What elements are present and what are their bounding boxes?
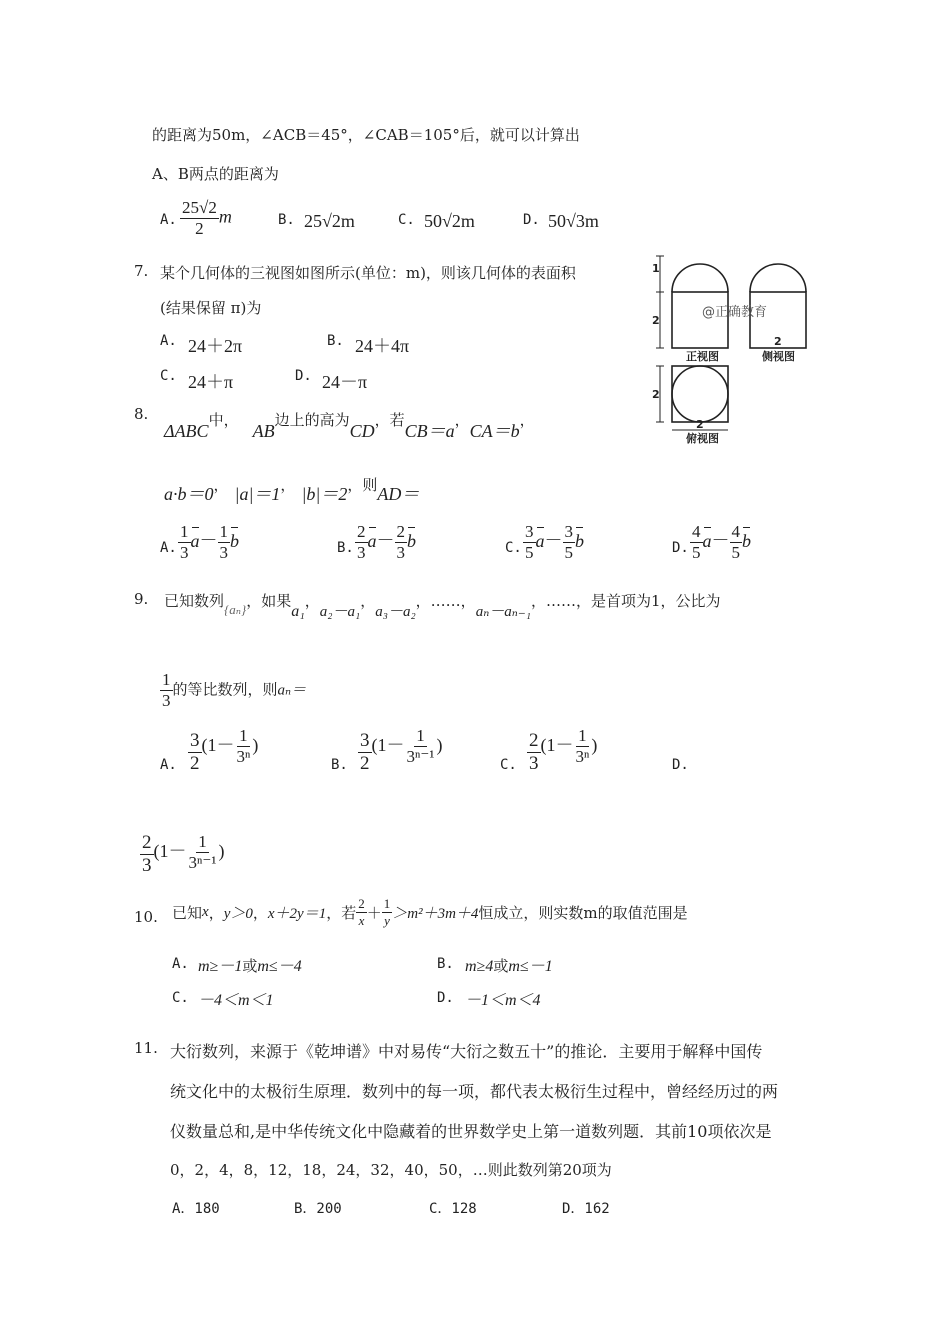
side-view-label: 侧视图 [762,350,795,363]
vector-a: a [702,530,712,551]
q9-a3-a2: a₃－a₂ [375,604,416,620]
q7-option-c-label: C. [160,368,177,384]
q9-an-an1: aₙ－aₙ₋₁ [475,604,531,620]
q9-line1 [164,590,721,620]
q9-option-d-label: D. [672,757,689,773]
q10-constraint: x＋2y＝1 [267,906,327,922]
q10-option-d: －1＜m＜4 [465,992,541,1009]
q9-number: 9. [134,590,149,608]
frac-num: 4 [731,522,740,541]
q6-a-numerator: 25√2 [182,198,217,217]
vector-a: a [535,530,545,551]
q10-option-c-label: C. [172,990,189,1006]
watermark-text: @正确教育 [702,305,768,320]
minus: － [711,530,730,551]
q10-inequality: ＞m²＋3m＋4 [392,906,479,922]
frac-den: 3 [142,855,152,876]
q10-a-part2: m≤－4 [257,958,302,975]
paren-close: ) [252,734,259,755]
q10-t12: 恒成立，则实数m的取值范围是 [478,904,688,922]
q10-frac1-num: 2 [358,896,365,911]
frac-den: 3 [219,543,228,562]
q7-option-a: 24＋2π [188,336,243,356]
dimension-lines [656,256,806,430]
q9-t5: ， [304,592,320,610]
paren-close: ) [218,840,225,861]
q8-t6: ，若 [374,411,405,429]
q9-t7: ， [360,592,376,610]
paren-close: ) [591,734,598,755]
q6-option-a-label: A. [160,212,177,228]
front-view-label: 正视图 [686,350,719,363]
q7-option-b-label: B. [327,333,344,349]
q6-line1: 的距离为50m，∠ACB＝45°，∠CAB＝105°后，就可以计算出 [152,126,580,144]
frac-den: 5 [731,543,740,562]
q10-plus: ＋ [366,906,382,922]
q9-option-b-label: B. [331,757,348,773]
q10-frac2-num: 1 [383,896,391,911]
q10-t1: 已知 [172,904,203,922]
q9-option-d [140,832,224,877]
q8-t10: ， [519,411,535,429]
q9-a2-a1: a₂－a₁ [319,604,361,620]
q8-ca: CA＝b [469,421,520,441]
q10-option-a-label: A. [172,956,189,972]
q10-option-b [465,953,553,976]
q7-number: 7. [134,262,149,280]
q9-sequence: {aₙ} [224,602,247,617]
q10-t3: ， [208,904,224,922]
q7-option-d: 24－π [322,372,368,392]
q6-option-b: 25√2m [304,211,355,231]
q8-option-c [523,522,584,563]
q8-option-a [178,522,239,563]
dim-label-2a: 2 [652,314,660,327]
q8-option-b [355,522,416,563]
top-view-label: 俯视图 [686,432,719,445]
frac-num: 1 [198,832,207,851]
frac-den: 3 [529,753,539,774]
q10-option-a [198,953,302,976]
q10-b-part1: m≥4 [465,958,494,975]
paren-open: (1－ [540,734,574,755]
q8-abs-a: |a|＝1 [234,484,281,504]
q11-number: 11. [134,1039,158,1057]
q7-option-b: 24＋4π [355,336,410,356]
vector-b: b [230,530,239,551]
frac-den: 3ⁿ⁻¹ [406,747,435,766]
q8-option-c-label: C. [505,540,522,556]
q10-option-d-label: D. [437,990,454,1006]
minus: － [544,530,563,551]
frac-den: 3ⁿ [575,747,590,766]
q9-t11: ，……，是首项为1，公比为 [530,592,721,610]
q6-option-d: 50√3m [548,211,599,231]
q8-option-b-label: B. [337,540,354,556]
q9-ratio-den: 3 [162,691,171,710]
q8-l2d: ， [280,476,296,494]
q8-cd: CD [349,421,375,441]
q8-l2b: ， [213,476,229,494]
frac-num: 3 [360,730,370,751]
q7-option-a-label: A. [160,333,177,349]
q8-line2 [164,470,420,504]
q6-a-unit: m [218,206,232,227]
frac-den: 3 [396,543,405,562]
frac-num: 3 [525,522,534,541]
q8-t2: 中， [208,411,239,429]
q6-option-a [180,198,232,239]
q10-line1 [172,896,688,929]
q9-ratio-num: 1 [162,670,171,689]
vector-b: b [742,530,751,551]
q9-line2 [160,670,306,711]
q11-line3: 仪数量总和,是中华传统文化中隐藏着的世界数学史上第一道数列题．其前10项依次是 [170,1122,772,1141]
q11-option-b: B．200 [294,1201,342,1217]
q10-option-c: －4＜m＜1 [198,992,274,1009]
q6-option-c-label: C. [398,212,415,228]
dim-label-2b: 2 [774,335,782,348]
frac-num: 2 [142,832,152,853]
paren-open: (1－ [371,734,405,755]
q8-option-d-label: D. [672,540,689,556]
q9-an: aₙ＝ [277,682,307,699]
vector-a: a [190,530,200,551]
frac-num: 2 [529,730,539,751]
vector-b: b [575,530,584,551]
q10-option-b-label: B. [437,956,454,972]
q8-l2f: ，则 [347,476,378,494]
frac-den: 2 [360,753,370,774]
vector-b: b [407,530,416,551]
frac-num: 2 [357,522,366,541]
q6-option-b-label: B. [278,212,295,228]
frac-den: 2 [190,753,200,774]
q9-t9: ，……， [415,592,476,610]
q8-option-d [690,522,751,563]
q11-line2: 统文化中的太极衍生原理．数列中的每一项，都代表太极衍生过程中，曾经经历过的两 [170,1082,779,1101]
q8-abs-b: |b|＝2 [301,484,348,504]
frac-den: 5 [564,543,573,562]
q9-l2-text: 的等比数列，则 [172,680,278,699]
q7-option-c: 24＋π [188,372,234,392]
q10-y-positive: y＞0 [223,906,253,922]
q10-t7: ，若 [326,904,357,922]
q10-a-or: 或 [242,957,258,975]
q7-text2: (结果保留 π)为 [160,299,262,317]
q9-option-b [358,726,443,775]
q10-t5: ， [252,904,268,922]
q8-option-a-label: A. [160,540,177,556]
q10-frac1-den: x [358,913,365,928]
top-view [672,366,728,422]
q11-option-c: C．128 [429,1201,477,1217]
q8-t8: ， [454,411,470,429]
q8-triangle: ΔABC [164,421,209,441]
frac-den: 5 [525,543,534,562]
q10-x: x [202,904,209,920]
frac-num: 4 [692,522,701,541]
frac-den: 5 [692,543,701,562]
frac-den: 3 [357,543,366,562]
q6-line2: A、B两点的距离为 [152,165,279,183]
q11-line1: 大衍数列，来源于《乾坤谱》中对易传“大衍之数五十”的推论．主要用于解释中国传 [170,1042,763,1061]
q6-option-c: 50√2m [424,211,475,231]
q9-option-a-label: A. [160,757,177,773]
q8-cb: CB＝a [404,421,455,441]
q11-option-a: A．180 [172,1201,220,1217]
q10-b-part2: m≤－1 [508,958,553,975]
dim-label-1: 1 [652,262,660,275]
q8-dot-product: a·b＝0 [164,484,214,504]
q8-ad: AD＝ [377,484,420,504]
frac-den: 3ⁿ⁻¹ [188,853,217,872]
q11-line4: 0，2，4，8，12，18，24，32，40，50，…则此数列第20项为 [170,1161,612,1179]
frac-num: 1 [578,726,587,745]
q10-a-part1: m≥－1 [198,958,243,975]
q9-a1: a₁ [291,603,305,620]
q10-frac2-den: y [384,913,390,928]
frac-num: 1 [180,522,189,541]
q6-option-d-label: D. [523,212,540,228]
dim-label-2c: 2 [652,388,660,401]
frac-num: 2 [396,522,405,541]
q9-option-c-label: C. [500,757,517,773]
q8-t4: 边上的高为 [274,411,350,429]
paren-open: (1－ [153,840,187,861]
frac-num: 3 [190,730,200,751]
q9-option-a [188,726,259,775]
q6-a-denominator: 2 [195,219,204,238]
paren-open: (1－ [201,734,235,755]
minus: － [376,530,395,551]
minus: － [199,530,218,551]
frac-num: 1 [239,726,248,745]
frac-den: 3 [180,543,189,562]
q7-three-view-figure [650,252,820,452]
frac-num: 1 [416,726,425,745]
frac-den: 3ⁿ [236,747,251,766]
paren-close: ) [436,734,443,755]
dim-label-2d: 2 [696,418,704,431]
q8-number: 8. [134,405,149,423]
q8-line1 [164,405,535,441]
q9-option-c [527,726,598,775]
q9-t1: 已知数列 [164,592,225,610]
q8-ab: AB [252,421,275,441]
frac-num: 1 [219,522,228,541]
q10-b-or: 或 [493,957,509,975]
q11-option-d: D．162 [562,1201,610,1217]
q7-text1: 某个几何体的三视图如图所示(单位：m)，则该几何体的表面积 [160,264,576,282]
q7-option-d-label: D. [295,368,312,384]
frac-num: 3 [564,522,573,541]
q9-t3: ，如果 [246,592,292,610]
q10-number: 10. [134,908,158,926]
vector-a: a [367,530,377,551]
